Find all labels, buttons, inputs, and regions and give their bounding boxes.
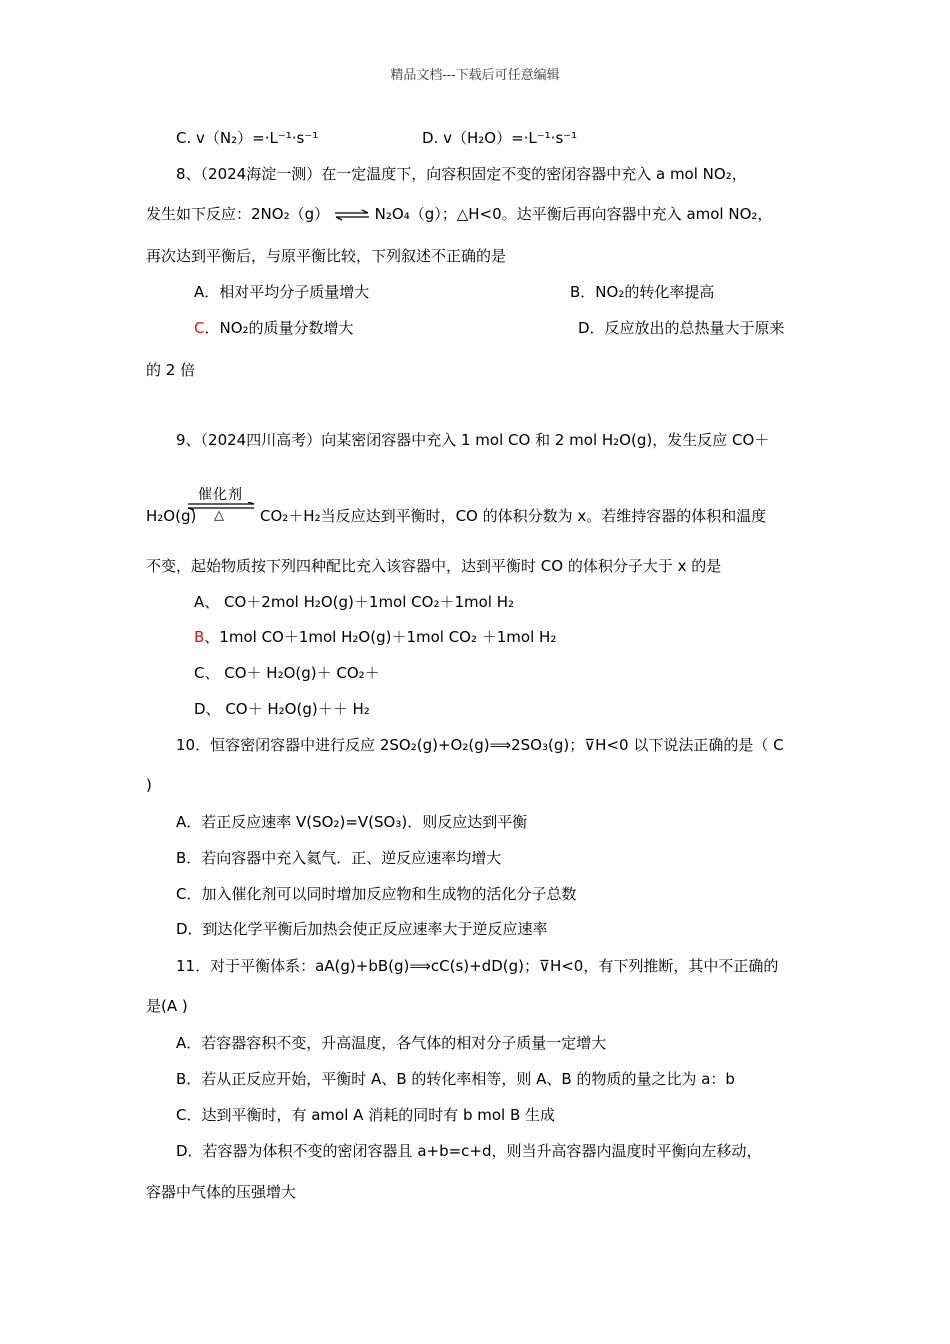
q9-option-d: D、 CO＋ H₂O(g)＋＋ H₂ (194, 700, 370, 718)
page-header: 精品文档---下载后可任意编辑 (390, 68, 560, 83)
q11-option-d: D．若容器为体积不变的密闭容器且 a+b=c+d，则当升高容器内温度时平衡向左移动， (176, 1142, 762, 1160)
q10-option-a: A．若正反应速率 V(SO₂)=V(SO₃)．则反应达到平衡 (176, 813, 528, 831)
equilibrium-arrow-icon (334, 209, 370, 221)
q10-option-b: B．若向容器中充入氦气．正、逆反应速率均增大 (176, 849, 502, 867)
q9-answer-letter: B (194, 628, 205, 646)
q8-stem-line1: 8、（2024海淀一测）在一定温度下，向容积固定不变的密闭容器中充入 a mol NO₂， (176, 165, 747, 183)
q9-option-c: C、 CO＋ H₂O(g)＋ CO₂＋ (194, 664, 380, 682)
q8-answer-letter: C (194, 319, 205, 337)
q8-option-a: A．相对平均分子质量增大 (194, 283, 370, 301)
q7-option-d: D. v（H₂O）=·L⁻¹·s⁻¹ (422, 129, 578, 147)
q7-option-c: C. v（N₂）=·L⁻¹·s⁻¹ (176, 129, 319, 147)
q11-option-b: B．若从正反应开始，平衡时 A、B 的转化率相等，则 A、B 的物质的量之比为 a：b (176, 1070, 735, 1088)
q11-option-d-cont: 容器中气体的压强增大 (146, 1183, 297, 1201)
q8-option-d: D．反应放出的总热量大于原来 (578, 319, 785, 337)
q10-option-d: D．到达化学平衡后加热会使正反应速率大于逆反应速率 (176, 920, 548, 938)
q10-stem-line1: 10．恒容密闭容器中进行反应 2SO₂(g)+O₂(g)⟹2SO₃(g)；⊽H<0 以下说法正确的是（ C (176, 736, 784, 754)
q8-option-b: B．NO₂的转化率提高 (570, 283, 715, 301)
q9-option-a: A、 CO＋2mol H₂O(g)＋1mol CO₂＋1mol H₂ (194, 593, 515, 611)
q10-option-c: C．加入催化剂可以同时增加反应物和生成物的活化分子总数 (176, 885, 577, 903)
q8-stem-line2b: N₂O₄（g）；△H<0。达平衡后再向容器中充入 amol NO₂， (374, 205, 773, 223)
q11-option-a: A．若容器容积不变，升高温度，各气体的相对分子质量一定增大 (176, 1034, 607, 1052)
q8-option-d-cont: 的 2 倍 (146, 361, 196, 379)
heat-symbol: △ (214, 508, 224, 523)
q8-stem-line2a: 发生如下反应：2NO₂（g） (146, 205, 330, 223)
q11-option-c: C．达到平衡时，有 amol A 消耗的同时有 b mol B 生成 (176, 1106, 556, 1124)
q10-stem-line2: ) (146, 776, 152, 794)
catalyst-equilibrium-arrow (186, 484, 256, 524)
q8-option-c-text: ．NO₂的质量分数增大 (204, 319, 354, 337)
catalyst-label: 催化剂 (198, 487, 243, 503)
q8-stem-line2 (146, 204, 772, 224)
q9-option-b (194, 627, 556, 647)
q9-stem-line2b: CO₂＋H₂当反应达到平衡时，CO 的体积分数为 x。若维持容器的体积和温度 (260, 507, 767, 525)
q9-option-b-text: 、1mol CO＋1mol H₂O(g)＋1mol CO₂ ＋1mol H₂ (204, 628, 557, 646)
q8-stem-line3: 再次达到平衡后，与原平衡比较，下列叙述不正确的是 (146, 247, 507, 265)
q11-stem-line2: 是(A ) (146, 997, 188, 1015)
q9-stem-line1: 9、（2024四川高考）向某密闭容器中充入 1 mol CO 和 2 mol H₂O(g)，发生反应 CO＋ (176, 431, 770, 449)
q8-option-c (194, 318, 354, 338)
q9-stem-line2a: H₂O(g) (146, 507, 197, 525)
q9-stem-line3: 不变，起始物质按下列四种配比充入该容器中，达到平衡时 CO 的体积分子大于 x 的是 (146, 557, 722, 575)
q11-stem-line1: 11．对于平衡体系：aA(g)+bB(g)⟹cC(s)+dD(g)；⊽H<0，有下列推断，其中不正确的 (176, 957, 779, 975)
